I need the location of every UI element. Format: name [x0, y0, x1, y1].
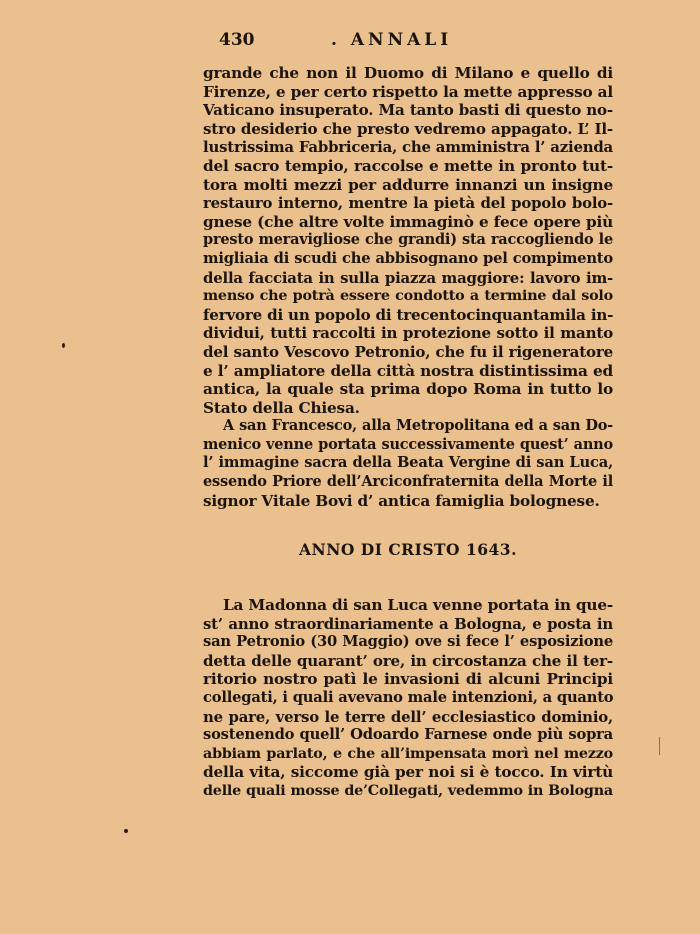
text-line: ne pare, verso le terre dell’ ecclesiastico dominio, [203, 707, 613, 726]
page-number: 430 [219, 30, 255, 50]
text-line: detta delle quarant’ ore, in circostanza che il ter- [203, 651, 613, 670]
text-line: grande che non il Duomo di Milano e quello di [203, 64, 613, 82]
text-line: essendo Priore dell’Arciconfraternita della Morte il [203, 473, 613, 491]
body-text-top [203, 64, 613, 510]
ink-speck [124, 829, 128, 833]
text-line: della vita, siccome già per noi si è tocco. In virtù [203, 763, 613, 782]
text-line: presto meravigliose che grandi) sta raccogliendo le [203, 231, 613, 249]
text-line: delle quali mosse de’Collegati, vedemmo in Bologna [203, 782, 613, 799]
text-line: collegati, i quali avevano male intenzioni, a quanto [203, 688, 614, 706]
text-line: stro desiderio che presto vedremo appagato. L’ Il- [203, 119, 613, 138]
text-line: fervore di un popolo di trecentocinquantamila in- [203, 305, 614, 324]
text-line: tora molti mezzi per addurre innanzi un insigne [203, 175, 613, 194]
text-line: menico venne portata successivamente quest’ anno [203, 435, 613, 453]
text-line: restauro interno, mentre la pietà del popolo bolo- [203, 194, 613, 213]
text-line: sostenendo quell’ Odoardo Farnese onde più sopra [203, 726, 613, 744]
ink-speck [62, 343, 65, 348]
section-heading: ANNO DI CRISTO 1643. [299, 540, 517, 559]
text-line: l’ immagine sacra della Beata Vergine di san Luca, [203, 454, 613, 472]
text-line: signor Vitale Bovi d’ antica famiglia bolognese. [203, 491, 600, 510]
text-line: ritorio nostro patì le invasioni di alcuni Principi [203, 670, 613, 689]
text-line: menso che potrà essere condotto a termine dal solo [203, 288, 613, 305]
text-line: st’ anno straordinariamente a Bologna, e posta in [203, 614, 613, 633]
text-line: della facciata in sulla piazza maggiore: lavoro im- [203, 268, 613, 287]
text-line: dividui, tutti raccolti in protezione sotto il manto [203, 324, 613, 343]
text-line: antica, la quale sta prima dopo Roma in tutto lo [203, 380, 613, 399]
text-line: del sacro tempio, raccolse e mette in pronto tut- [203, 156, 613, 175]
ink-speck [659, 737, 660, 755]
text-line: abbiam parlato, e che all’impensata morì nel mezzo [203, 745, 613, 762]
text-line: lustrissima Fabbriceria, che amministra l’ azienda [203, 138, 613, 157]
text-line: san Petronio (30 Maggio) ove si fece l’ esposizione [203, 633, 613, 651]
text-line: Stato della Chiesa. [203, 398, 360, 417]
running-head [219, 30, 519, 52]
text-line: e l’ ampliatore della città nostra distintissima ed [203, 361, 613, 380]
running-title: . ANNALI [331, 30, 453, 50]
text-line: gnese (che altre volte immaginò e fece opere più [203, 212, 613, 231]
text-line: Firenze, e per certo rispetto la mette appresso al [203, 82, 613, 101]
text-line: La Madonna di san Luca venne portata in que- [223, 596, 613, 614]
text-line: migliaia di scudi che abbisognano pel compimento [203, 249, 613, 267]
text-line: Vaticano insuperato. Ma tanto basti di questo no- [203, 101, 613, 120]
text-line: del santo Vescovo Petronio, che fu il rigeneratore [203, 342, 613, 361]
text-line: A san Francesco, alla Metropolitana ed a san Do- [223, 417, 613, 435]
body-text-bottom [203, 596, 613, 801]
